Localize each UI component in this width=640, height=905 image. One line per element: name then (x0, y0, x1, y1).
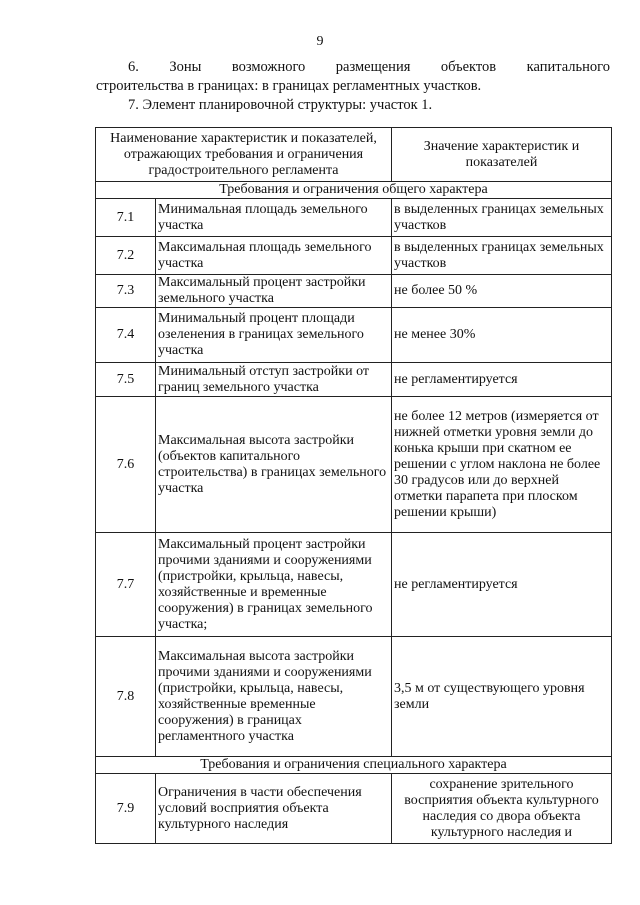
word: капитального (526, 59, 610, 75)
section-title-special: Требования и ограничения специального характера (96, 757, 612, 774)
table-row (96, 637, 612, 757)
paragraph-7: 7. Элемент планировочной структуры: участок 1. (128, 97, 433, 113)
row-value: не менее 30% (392, 308, 612, 363)
word: размещения (335, 59, 411, 75)
row-number: 7.6 (96, 397, 156, 533)
row-value: не регламентируется (392, 363, 612, 397)
table-row (96, 774, 612, 844)
row-name: Максимальная высота застройки прочими зданиями и сооружениями (пристройки, крыльца, навесы, хозяйственные временные сооружения) в границах регламентного участка (156, 637, 392, 757)
row-number: 7.5 (96, 363, 156, 397)
row-value: 3,5 м от существующего уровня земли (392, 637, 612, 757)
row-number: 7.1 (96, 199, 156, 237)
row-name: Ограничения в части обеспечения условий восприятия объекта культурного наследия (156, 774, 392, 844)
word: 6. (128, 59, 139, 75)
paragraph-6 (96, 58, 610, 96)
row-number: 7.2 (96, 237, 156, 275)
header-values: Значение характеристик и показателей (392, 128, 612, 182)
row-value: не регламентируется (392, 533, 612, 637)
row-value: сохранение зрительного восприятия объекта культурного наследия со двора объекта культурного наследия и (392, 774, 612, 844)
table-row (96, 275, 612, 308)
row-name: Минимальный процент площади озеленения в границах земельного участка (156, 308, 392, 363)
row-value: не более 12 метров (измеряется от нижней отметки уровня земли до конька крыши при скатном ее решении с углом наклона не более 30 градусов или до верхней отметки парапета при плоском решении крыши) (392, 397, 612, 533)
table-row (96, 533, 612, 637)
row-name: Максимальная высота застройки (объектов капитального строительства) в границах земельного участка (156, 397, 392, 533)
section-row-general (96, 182, 612, 199)
section-row-special (96, 757, 612, 774)
word: Зоны (169, 59, 202, 75)
page-number: 9 (316, 34, 324, 49)
row-number: 7.3 (96, 275, 156, 308)
row-name: Минимальная площадь земельного участка (156, 199, 392, 237)
word: объектов (440, 59, 497, 75)
table-row (96, 199, 612, 237)
table-row (96, 237, 612, 275)
row-number: 7.4 (96, 308, 156, 363)
table-row (96, 397, 612, 533)
word: возможного (231, 59, 306, 75)
row-number: 7.9 (96, 774, 156, 844)
table-row (96, 308, 612, 363)
paragraph-6-line-1 (96, 58, 610, 77)
row-name: Максимальный процент застройки земельного участка (156, 275, 392, 308)
header-characteristics: Наименование характеристик и показателей, отражающих требования и ограничения градостроительного регламента (96, 128, 392, 182)
row-number: 7.8 (96, 637, 156, 757)
table-row (96, 363, 612, 397)
regulations-table (95, 127, 612, 844)
row-value: в выделенных границах земельных участков (392, 199, 612, 237)
table-header-row (96, 128, 612, 182)
row-name: Максимальный процент застройки прочими зданиями и сооружениями (пристройки, крыльца, навесы, хозяйственные и временные сооружения) в границах земельного участка; (156, 533, 392, 637)
section-title-general: Требования и ограничения общего характера (96, 182, 612, 199)
row-number: 7.7 (96, 533, 156, 637)
row-value: не более 50 % (392, 275, 612, 308)
paragraph-6-line-2: строительства в границах: в границах регламентных участков. (96, 78, 482, 94)
row-name: Максимальная площадь земельного участка (156, 237, 392, 275)
row-name: Минимальный отступ застройки от границ земельного участка (156, 363, 392, 397)
row-value: в выделенных границах земельных участков (392, 237, 612, 275)
